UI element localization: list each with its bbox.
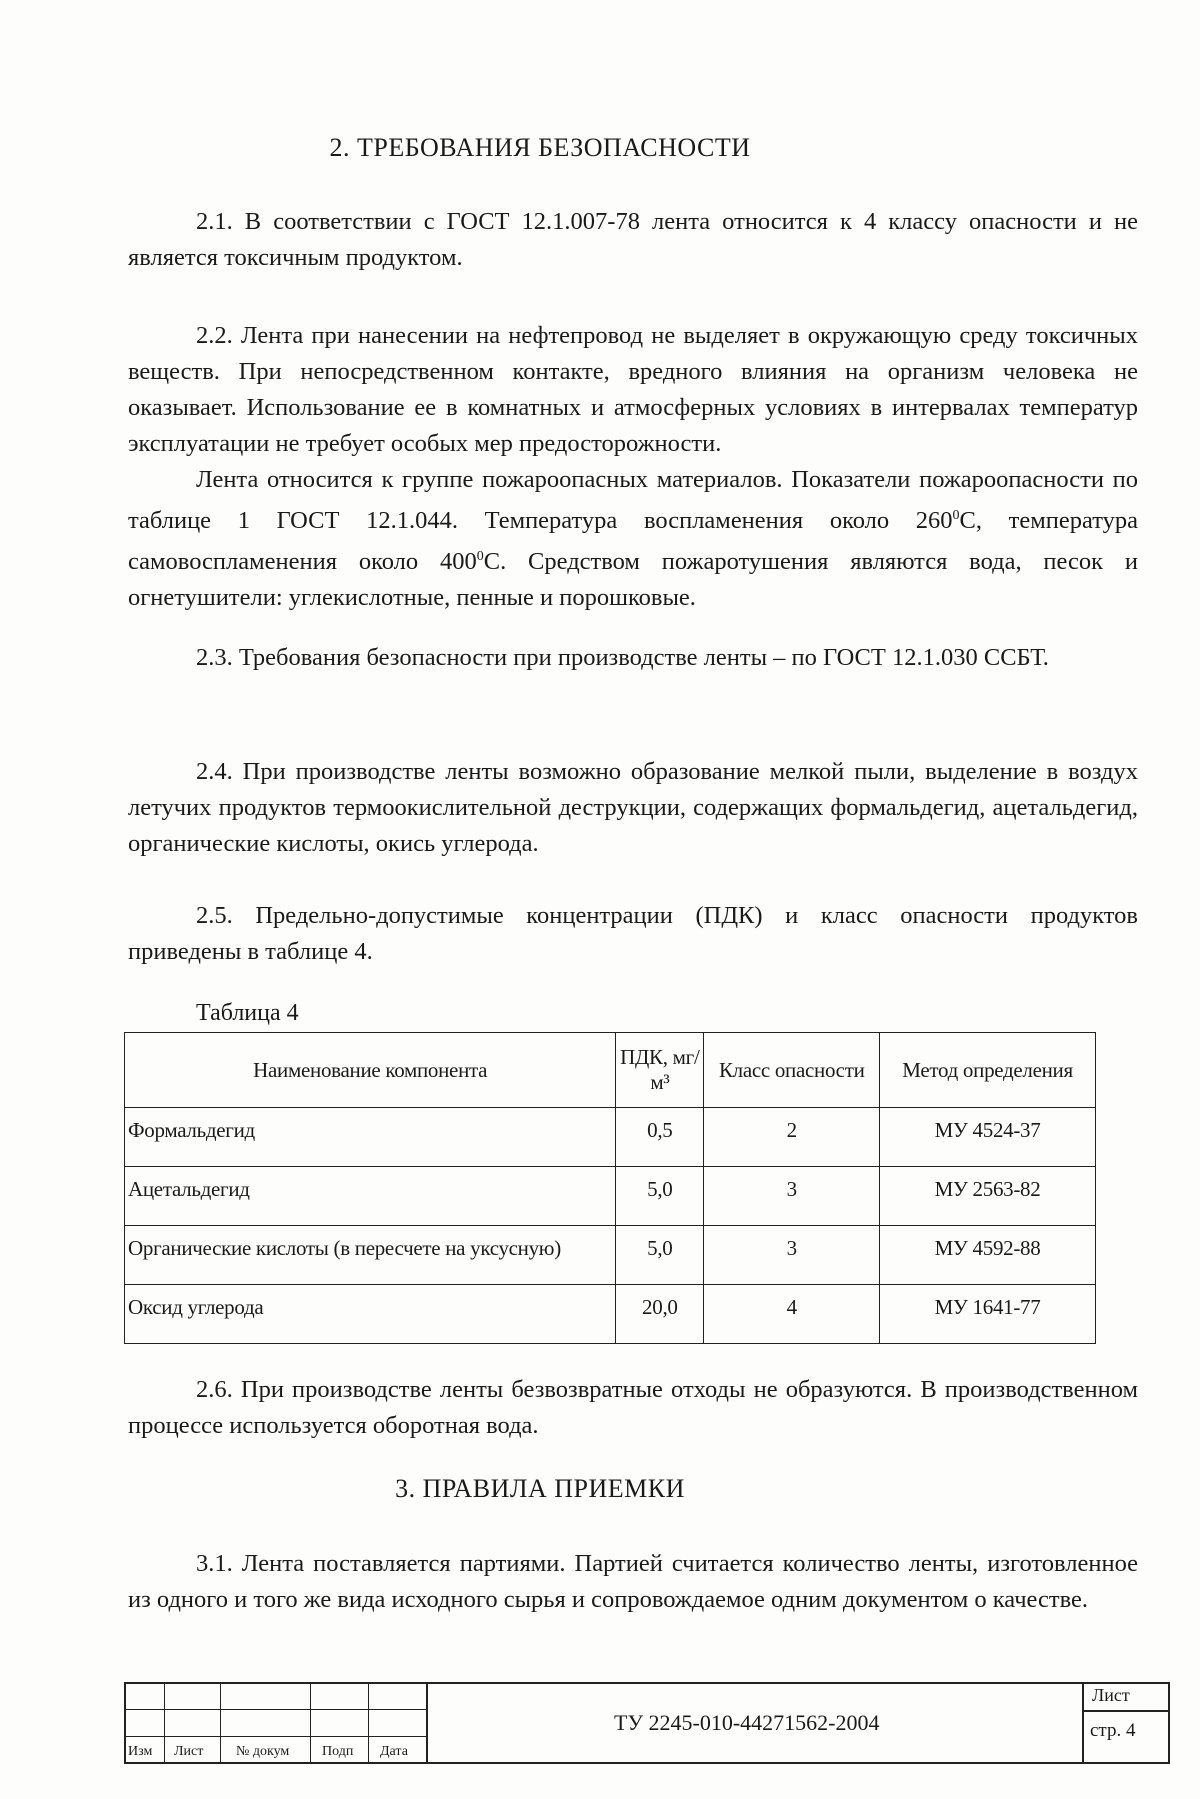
table-row — [125, 1285, 1096, 1344]
stamp-label-podp: Подп — [322, 1744, 354, 1759]
paragraph-2-1: 2.1. В соответствии с ГОСТ 12.1.007-78 лента относится к 4 классу опасности и не является токсичным продуктом. — [128, 208, 1138, 271]
cell-name: Ацетальдегид — [125, 1167, 616, 1226]
cell-name: Формальдегид — [125, 1108, 616, 1167]
table-row — [125, 1167, 1096, 1226]
table-row — [125, 1226, 1096, 1285]
header-pdk: ПДК, мг/м³ — [616, 1033, 704, 1108]
cell-pdk: 20,0 — [616, 1285, 704, 1344]
fire-text-part3: С. Средством пожаротушения являются вода, песок и огнетушители: углекислотные, пенные и порошковые. — [128, 548, 1138, 612]
paragraph-2-4: 2.4. При производстве ленты возможно образование мелкой пыли, выделение в воздух летучих продуктов термоокислительной деструкции, содержащих формальдегид, ацетальдегид, органические кислоты, окись углерода. — [128, 758, 1138, 857]
paragraph-3-1: 3.1. Лента поставляется партиями. Партией считается количество ленты, изготовленное из одного и того же вида исходного сырья и сопровождаемое одним документом о качестве. — [128, 1550, 1138, 1613]
paragraph-2-5: 2.5. Предельно-допустимые концентрации (ПДК) и класс опасности продуктов приведены в таблице 4. — [128, 902, 1138, 965]
section-3-title: 3. ПРАВИЛА ПРИЕМКИ — [395, 1474, 685, 1503]
cell-pdk: 5,0 — [616, 1167, 704, 1226]
header-component-name: Наименование компонента — [125, 1033, 616, 1108]
paragraph-2-6: 2.6. При производстве ленты безвозвратные отходы не образуются. В производственном процессе используется оборотная вода. — [128, 1376, 1138, 1439]
table-4-caption: Таблица 4 — [196, 1000, 299, 1026]
degree-sup-2: 0 — [476, 549, 484, 565]
cell-pdk: 0,5 — [616, 1108, 704, 1167]
cell-hazard: 4 — [704, 1285, 880, 1344]
section-2-title: 2. ТРЕБОВАНИЯ БЕЗОПАСНОСТИ — [329, 133, 751, 162]
table-4 — [124, 1032, 1096, 1344]
cell-method: МУ 2563-82 — [880, 1167, 1096, 1226]
cell-name: Оксид углерода — [125, 1285, 616, 1344]
degree-sup-1: 0 — [952, 508, 960, 523]
fire-text-part2: С, температура самовоспламенения около 400 — [128, 507, 1138, 576]
paragraph-2-2: 2.2. Лента при нанесении на нефтепровод не выделяет в окружающую среду токсичных веществ. При непосредственном контакте, вредного влияния на организм человека не оказывает. Использование ее в комнатных и атмосферных условиях в интервалах температур эксплуатации не требует особых мер предосторожности. — [128, 322, 1138, 457]
paragraph-2-2-fire — [128, 462, 1138, 616]
cell-method: МУ 4592-88 — [880, 1226, 1096, 1285]
stamp-label-list: Лист — [174, 1744, 204, 1759]
title-block-stamp — [124, 1682, 1170, 1764]
cell-name: Органические кислоты (в пересчете на уксусную) — [125, 1226, 616, 1285]
paragraph-2-3: 2.3. Требования безопасности при производстве ленты – по ГОСТ 12.1.030 ССБТ. — [196, 644, 1049, 671]
table-header-row — [125, 1033, 1096, 1108]
cell-method: МУ 4524-37 — [880, 1108, 1096, 1167]
header-hazard-class: Класс опасности — [704, 1033, 880, 1108]
stamp-label-date: Дата — [380, 1744, 408, 1759]
cell-hazard: 2 — [704, 1108, 880, 1167]
cell-pdk: 5,0 — [616, 1226, 704, 1285]
cell-method: МУ 1641-77 — [880, 1285, 1096, 1344]
stamp-sheet-label: Лист — [1092, 1685, 1130, 1705]
table-row — [125, 1108, 1096, 1167]
stamp-label-izm: Изм — [128, 1744, 153, 1759]
stamp-doc-code: ТУ 2245-010-44271562-2004 — [614, 1710, 880, 1735]
stamp-sheet-value: стр. 4 — [1090, 1720, 1136, 1741]
stamp-label-doc: № докум — [236, 1744, 290, 1759]
fire-text-part1: Лента относится к группе пожароопасных материалов. Показатели пожароопасности по таблице 1 ГОСТ 12.1.044. Температура воспламенения около 260 — [128, 466, 1138, 535]
cell-hazard: 3 — [704, 1167, 880, 1226]
header-method: Метод определения — [880, 1033, 1096, 1108]
cell-hazard: 3 — [704, 1226, 880, 1285]
